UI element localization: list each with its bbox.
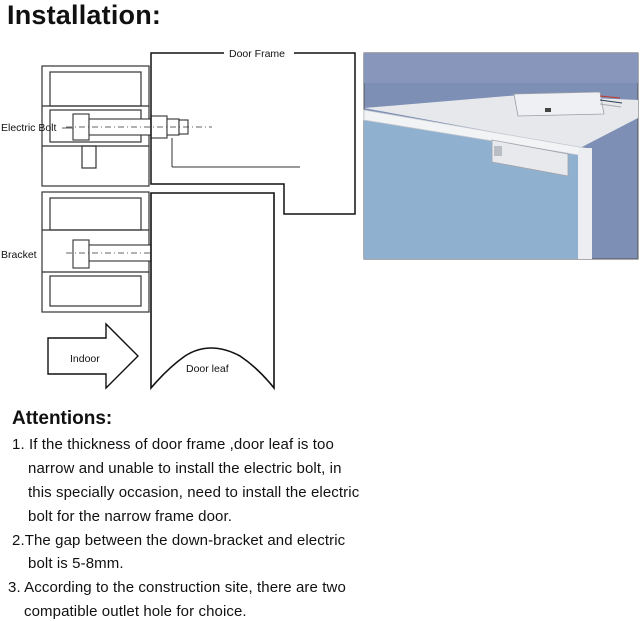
installation-photo (364, 53, 638, 259)
attention-line-8: compatible outlet hole for choice. (24, 603, 247, 620)
door-frame-label: Door Frame (229, 48, 286, 60)
door-leaf-outline (151, 193, 274, 388)
page-title: Installation: (7, 0, 162, 30)
attention-line-4: bolt for the narrow frame door. (28, 508, 233, 525)
attention-line-6: bolt is 5-8mm. (28, 555, 124, 572)
electric-bolt-label: Electric Bolt (1, 122, 57, 134)
attention-line-5: 2.The gap between the down-bracket and electric (12, 532, 346, 549)
attention-line-2: narrow and unable to install the electric bolt, in (28, 460, 342, 477)
attentions-heading: Attentions: (12, 408, 113, 429)
attention-line-3: this specially occasion, need to install the electric (28, 484, 360, 501)
indoor-label: Indoor (70, 353, 100, 365)
attention-line-1: 1. If the thickness of door frame ,door leaf is too (12, 436, 334, 453)
door-leaf-label: Door leaf (186, 363, 229, 375)
bracket-label: Bracket (1, 249, 37, 261)
attention-line-7: 3. According to the construction site, there are two (8, 579, 346, 596)
